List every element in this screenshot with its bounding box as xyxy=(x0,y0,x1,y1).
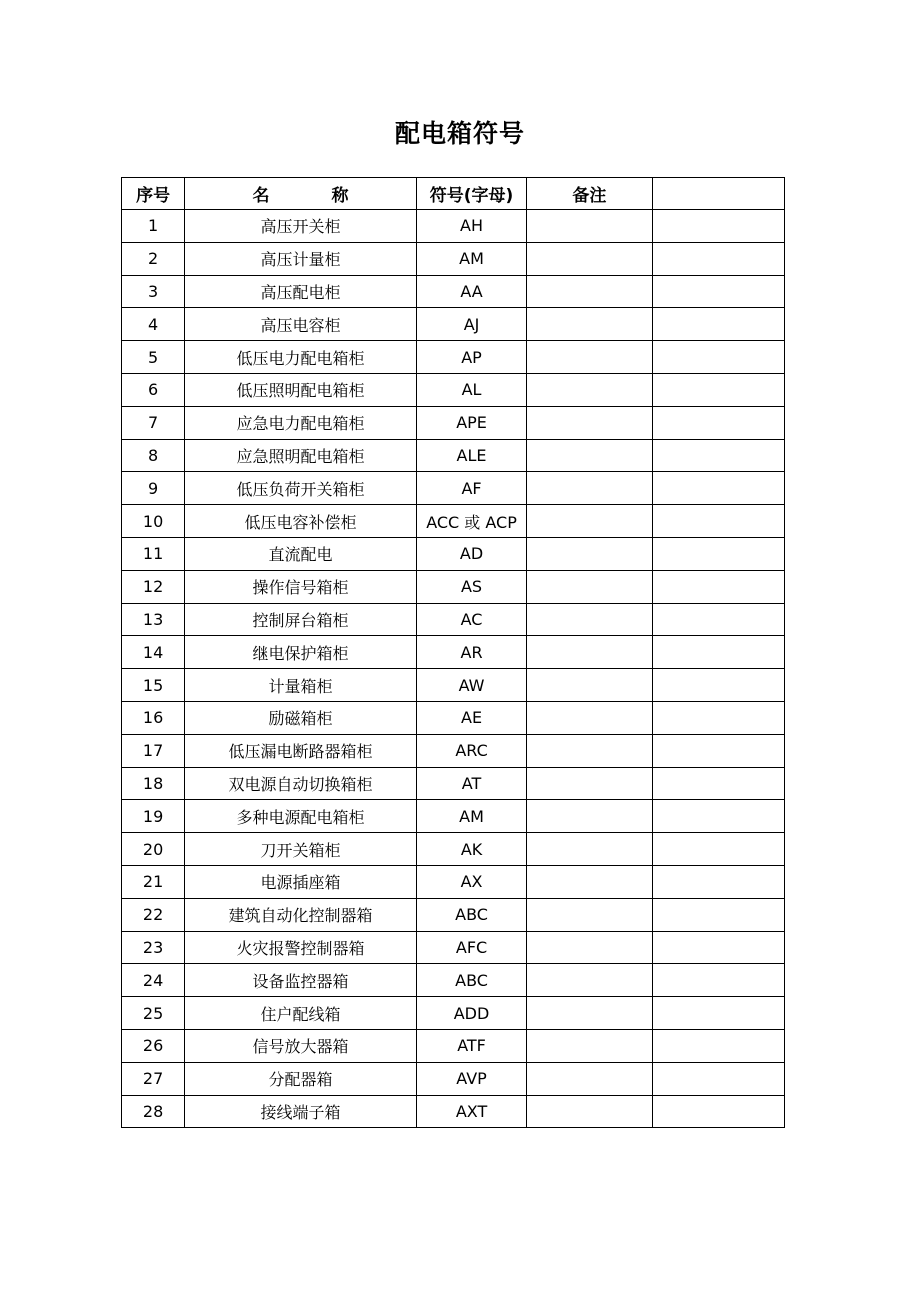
remark-cell xyxy=(527,570,652,603)
table-row xyxy=(122,505,785,538)
table-row xyxy=(122,1029,785,1062)
table-row xyxy=(122,570,785,603)
extra-cell xyxy=(652,767,784,800)
symbol-cell: ARC xyxy=(416,734,526,767)
remark-cell xyxy=(527,931,652,964)
symbol-cell: AX xyxy=(416,865,526,898)
remark-cell xyxy=(527,898,652,931)
name-cell: 设备监控器箱 xyxy=(185,964,417,997)
remark-cell xyxy=(527,669,652,702)
extra-cell xyxy=(652,472,784,505)
document-title: 配电箱符号 xyxy=(394,119,525,148)
serial-no-cell: 3 xyxy=(122,275,185,308)
name-cell: 低压负荷开关箱柜 xyxy=(185,472,417,505)
extra-cell xyxy=(652,1095,784,1128)
remark-cell xyxy=(527,242,652,275)
name-cell: 火灾报警控制器箱 xyxy=(185,931,417,964)
name-cell: 计量箱柜 xyxy=(185,669,417,702)
extra-cell xyxy=(652,800,784,833)
serial-no-cell: 9 xyxy=(122,472,185,505)
name-cell: 建筑自动化控制器箱 xyxy=(185,898,417,931)
remark-cell xyxy=(527,1062,652,1095)
symbol-cell: ABC xyxy=(416,898,526,931)
table-row xyxy=(122,964,785,997)
remark-cell xyxy=(527,701,652,734)
name-cell: 低压电容补偿柜 xyxy=(185,505,417,538)
table-header-row xyxy=(122,178,785,210)
remark-cell xyxy=(527,734,652,767)
remark-cell xyxy=(527,767,652,800)
serial-no-cell: 12 xyxy=(122,570,185,603)
symbol-cell: AA xyxy=(416,275,526,308)
remark-cell xyxy=(527,275,652,308)
table-body xyxy=(122,210,785,1128)
extra-cell xyxy=(652,210,784,243)
header-remark: 备注 xyxy=(527,178,652,210)
name-cell: 刀开关箱柜 xyxy=(185,833,417,866)
extra-cell xyxy=(652,570,784,603)
table-row xyxy=(122,603,785,636)
serial-no-cell: 7 xyxy=(122,406,185,439)
serial-no-cell: 15 xyxy=(122,669,185,702)
extra-cell xyxy=(652,439,784,472)
table-row xyxy=(122,931,785,964)
symbol-cell: AM xyxy=(416,242,526,275)
serial-no-cell: 4 xyxy=(122,308,185,341)
extra-cell xyxy=(652,833,784,866)
symbol-cell: AS xyxy=(416,570,526,603)
table-row xyxy=(122,537,785,570)
serial-no-cell: 13 xyxy=(122,603,185,636)
serial-no-cell: 23 xyxy=(122,931,185,964)
remark-cell xyxy=(527,505,652,538)
table-row xyxy=(122,701,785,734)
symbol-cell: AL xyxy=(416,373,526,406)
symbol-cell: ABC xyxy=(416,964,526,997)
table-row xyxy=(122,767,785,800)
extra-cell xyxy=(652,603,784,636)
remark-cell xyxy=(527,537,652,570)
remark-cell xyxy=(527,210,652,243)
header-name-first-char: 名 xyxy=(252,186,270,206)
extra-cell xyxy=(652,373,784,406)
symbol-cell: ALE xyxy=(416,439,526,472)
name-cell: 低压电力配电箱柜 xyxy=(185,341,417,374)
table-row xyxy=(122,308,785,341)
serial-no-cell: 24 xyxy=(122,964,185,997)
serial-no-cell: 21 xyxy=(122,865,185,898)
extra-cell xyxy=(652,406,784,439)
name-cell: 高压开关柜 xyxy=(185,210,417,243)
remark-cell xyxy=(527,341,652,374)
table-row xyxy=(122,373,785,406)
symbol-cell: ADD xyxy=(416,997,526,1030)
table-row xyxy=(122,865,785,898)
serial-no-cell: 17 xyxy=(122,734,185,767)
header-name xyxy=(185,178,417,210)
remark-cell xyxy=(527,964,652,997)
symbol-cell: AC xyxy=(416,603,526,636)
symbol-cell: AR xyxy=(416,636,526,669)
extra-cell xyxy=(652,701,784,734)
name-cell: 住户配线箱 xyxy=(185,997,417,1030)
remark-cell xyxy=(527,800,652,833)
serial-no-cell: 28 xyxy=(122,1095,185,1128)
remark-cell xyxy=(527,833,652,866)
symbol-cell: AFC xyxy=(416,931,526,964)
extra-cell xyxy=(652,865,784,898)
symbol-cell: AVP xyxy=(416,1062,526,1095)
serial-no-cell: 18 xyxy=(122,767,185,800)
table-row xyxy=(122,472,785,505)
extra-cell xyxy=(652,734,784,767)
symbol-cell: ATF xyxy=(416,1029,526,1062)
extra-cell xyxy=(652,242,784,275)
extra-cell xyxy=(652,1062,784,1095)
extra-cell xyxy=(652,636,784,669)
symbol-table xyxy=(121,177,785,1128)
symbol-cell: AXT xyxy=(416,1095,526,1128)
table-row xyxy=(122,997,785,1030)
serial-no-cell: 16 xyxy=(122,701,185,734)
symbol-cell: AE xyxy=(416,701,526,734)
serial-no-cell: 25 xyxy=(122,997,185,1030)
symbol-cell: AK xyxy=(416,833,526,866)
table-row xyxy=(122,833,785,866)
table-row xyxy=(122,439,785,472)
table-row xyxy=(122,898,785,931)
name-cell: 多种电源配电箱柜 xyxy=(185,800,417,833)
table-row xyxy=(122,242,785,275)
serial-no-cell: 19 xyxy=(122,800,185,833)
name-cell: 低压照明配电箱柜 xyxy=(185,373,417,406)
serial-no-cell: 27 xyxy=(122,1062,185,1095)
serial-no-cell: 1 xyxy=(122,210,185,243)
serial-no-cell: 26 xyxy=(122,1029,185,1062)
serial-no-cell: 2 xyxy=(122,242,185,275)
header-symbol: 符号(字母) xyxy=(416,178,526,210)
serial-no-cell: 8 xyxy=(122,439,185,472)
name-cell: 控制屏台箱柜 xyxy=(185,603,417,636)
extra-cell xyxy=(652,931,784,964)
serial-no-cell: 11 xyxy=(122,537,185,570)
extra-cell xyxy=(652,505,784,538)
symbol-cell: AD xyxy=(416,537,526,570)
symbol-cell: AW xyxy=(416,669,526,702)
remark-cell xyxy=(527,1095,652,1128)
remark-cell xyxy=(527,373,652,406)
name-cell: 高压计量柜 xyxy=(185,242,417,275)
name-cell: 接线端子箱 xyxy=(185,1095,417,1128)
name-cell: 继电保护箱柜 xyxy=(185,636,417,669)
serial-no-cell: 6 xyxy=(122,373,185,406)
table-row xyxy=(122,636,785,669)
symbol-cell: AP xyxy=(416,341,526,374)
table-row xyxy=(122,669,785,702)
name-cell: 应急照明配电箱柜 xyxy=(185,439,417,472)
extra-cell xyxy=(652,669,784,702)
name-cell: 高压配电柜 xyxy=(185,275,417,308)
serial-no-cell: 10 xyxy=(122,505,185,538)
remark-cell xyxy=(527,1029,652,1062)
table-row xyxy=(122,341,785,374)
symbol-cell: APE xyxy=(416,406,526,439)
name-cell: 高压电容柜 xyxy=(185,308,417,341)
symbol-cell: ACC 或 ACP xyxy=(416,505,526,538)
name-cell: 低压漏电断路器箱柜 xyxy=(185,734,417,767)
table-row xyxy=(122,210,785,243)
remark-cell xyxy=(527,472,652,505)
name-cell: 信号放大器箱 xyxy=(185,1029,417,1062)
name-cell: 电源插座箱 xyxy=(185,865,417,898)
name-cell: 分配器箱 xyxy=(185,1062,417,1095)
remark-cell xyxy=(527,308,652,341)
extra-cell xyxy=(652,1029,784,1062)
table-row xyxy=(122,1095,785,1128)
remark-cell xyxy=(527,636,652,669)
symbol-cell: AH xyxy=(416,210,526,243)
table-row xyxy=(122,1062,785,1095)
symbol-cell: AJ xyxy=(416,308,526,341)
name-cell: 操作信号箱柜 xyxy=(185,570,417,603)
serial-no-cell: 5 xyxy=(122,341,185,374)
symbol-cell: AF xyxy=(416,472,526,505)
serial-no-cell: 20 xyxy=(122,833,185,866)
serial-no-cell: 22 xyxy=(122,898,185,931)
table-row xyxy=(122,275,785,308)
name-cell: 应急电力配电箱柜 xyxy=(185,406,417,439)
extra-cell xyxy=(652,898,784,931)
extra-cell xyxy=(652,341,784,374)
name-cell: 直流配电 xyxy=(185,537,417,570)
extra-cell xyxy=(652,537,784,570)
serial-no-cell: 14 xyxy=(122,636,185,669)
header-name-second-char: 称 xyxy=(331,186,349,206)
remark-cell xyxy=(527,406,652,439)
remark-cell xyxy=(527,997,652,1030)
header-extra xyxy=(652,178,784,210)
extra-cell xyxy=(652,308,784,341)
extra-cell xyxy=(652,275,784,308)
extra-cell xyxy=(652,964,784,997)
symbol-cell: AT xyxy=(416,767,526,800)
table-row xyxy=(122,800,785,833)
symbol-cell: AM xyxy=(416,800,526,833)
table-row xyxy=(122,406,785,439)
name-cell: 双电源自动切换箱柜 xyxy=(185,767,417,800)
remark-cell xyxy=(527,865,652,898)
header-serial-no: 序号 xyxy=(122,178,185,210)
name-cell: 励磁箱柜 xyxy=(185,701,417,734)
remark-cell xyxy=(527,603,652,636)
extra-cell xyxy=(652,997,784,1030)
remark-cell xyxy=(527,439,652,472)
table-row xyxy=(122,734,785,767)
